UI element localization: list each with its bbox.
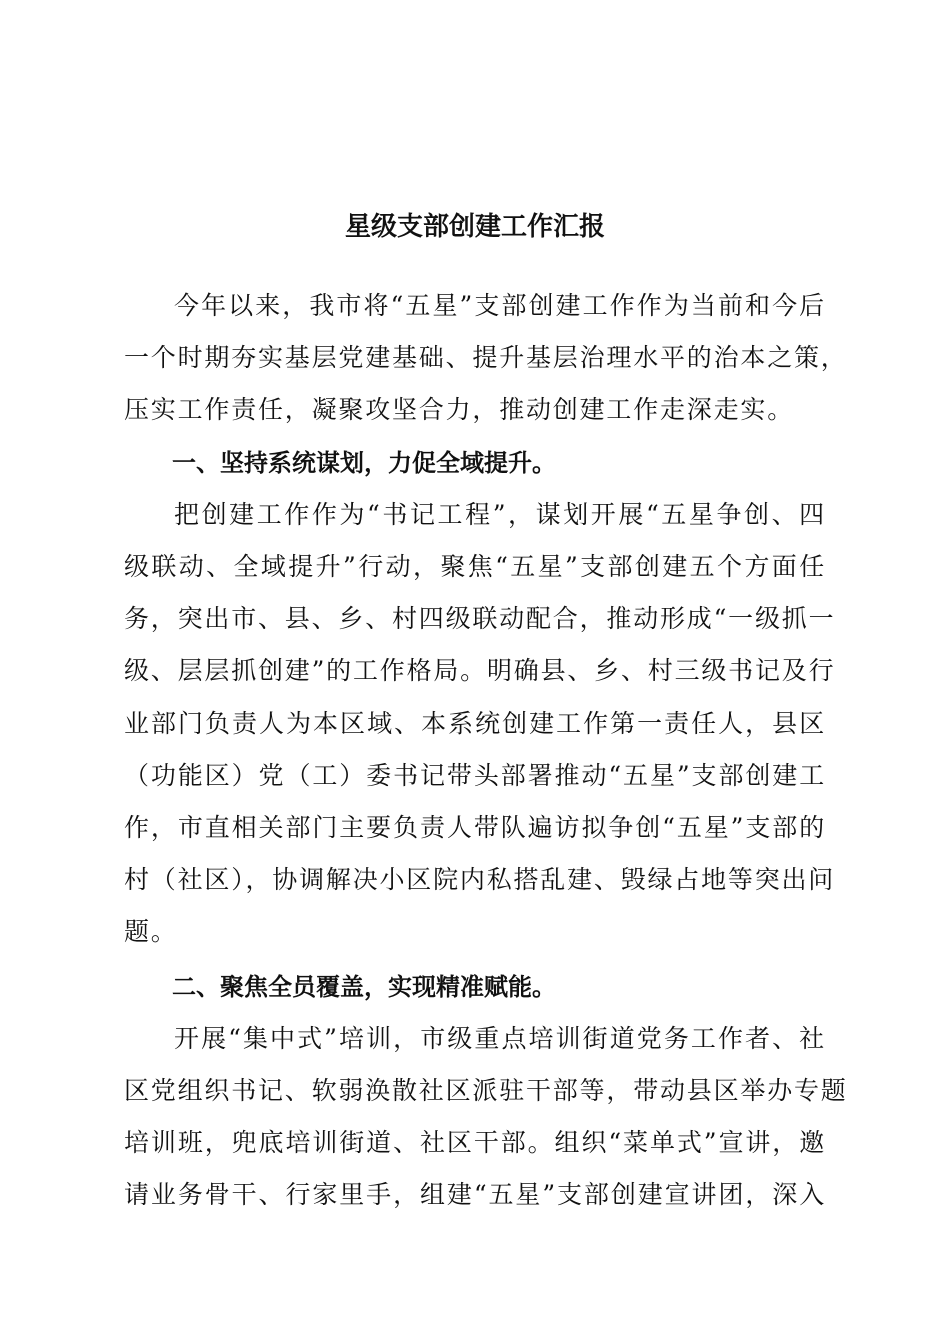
section-2-paragraph: [124, 1013, 848, 1222]
text-line: 业部门负责人为本区域、本系统创建工作第一责任人，县区: [124, 708, 826, 738]
text-line: 作，市直相关部门主要负责人带队遍访拟争创“五星”支部的: [124, 813, 826, 843]
intro-paragraph: [124, 280, 848, 437]
text-line: 一个时期夯实基层党建基础、提升基层治理水平的治本之策，: [124, 343, 848, 373]
text-line: 请业务骨干、行家里手，组建“五星”支部创建宣讲团，深入: [124, 1180, 826, 1210]
text-line: 级联动、全域提升”行动，聚焦“五星”支部创建五个方面任: [124, 552, 826, 582]
document-title: 星级支部创建工作汇报: [344, 212, 605, 242]
text-line: 区党组织书记、软弱涣散社区派驻干部等，带动县区举办专题: [124, 1076, 848, 1106]
text-line: 务，突出市、县、乡、村四级联动配合，推动形成“一级抓一: [124, 604, 836, 634]
section-heading-1: 一、坚持系统谋划，力促全域提升。: [172, 448, 556, 477]
text-line: 题。: [124, 917, 178, 947]
document-body: [124, 280, 848, 1222]
text-line: 开展“集中式”培训，市级重点培训街道党务工作者、社: [174, 1023, 826, 1053]
section-1-paragraph: [124, 489, 836, 959]
text-line: 把创建工作作为“书记工程”，谋划开展“五星争创、四: [174, 499, 826, 529]
text-line: 级、层层抓创建”的工作格局。明确县、乡、村三级书记及行: [124, 656, 836, 686]
text-line: 培训班，兜底培训街道、社区干部。组织“菜单式”宣讲，邀: [124, 1128, 826, 1158]
text-line: 村（社区），协调解决小区院内私搭乱建、毁绿占地等突出问: [124, 865, 836, 895]
text-line: （功能区）党（工）委书记带头部署推动“五星”支部创建工: [124, 760, 826, 790]
text-line: 今年以来，我市将“五星”支部创建工作作为当前和今后: [174, 291, 826, 320]
text-line: 压实工作责任，凝聚攻坚合力，推动创建工作走深走实。: [124, 395, 795, 425]
section-heading-2: 二、聚焦全员覆盖，实现精准赋能。: [172, 972, 556, 1001]
